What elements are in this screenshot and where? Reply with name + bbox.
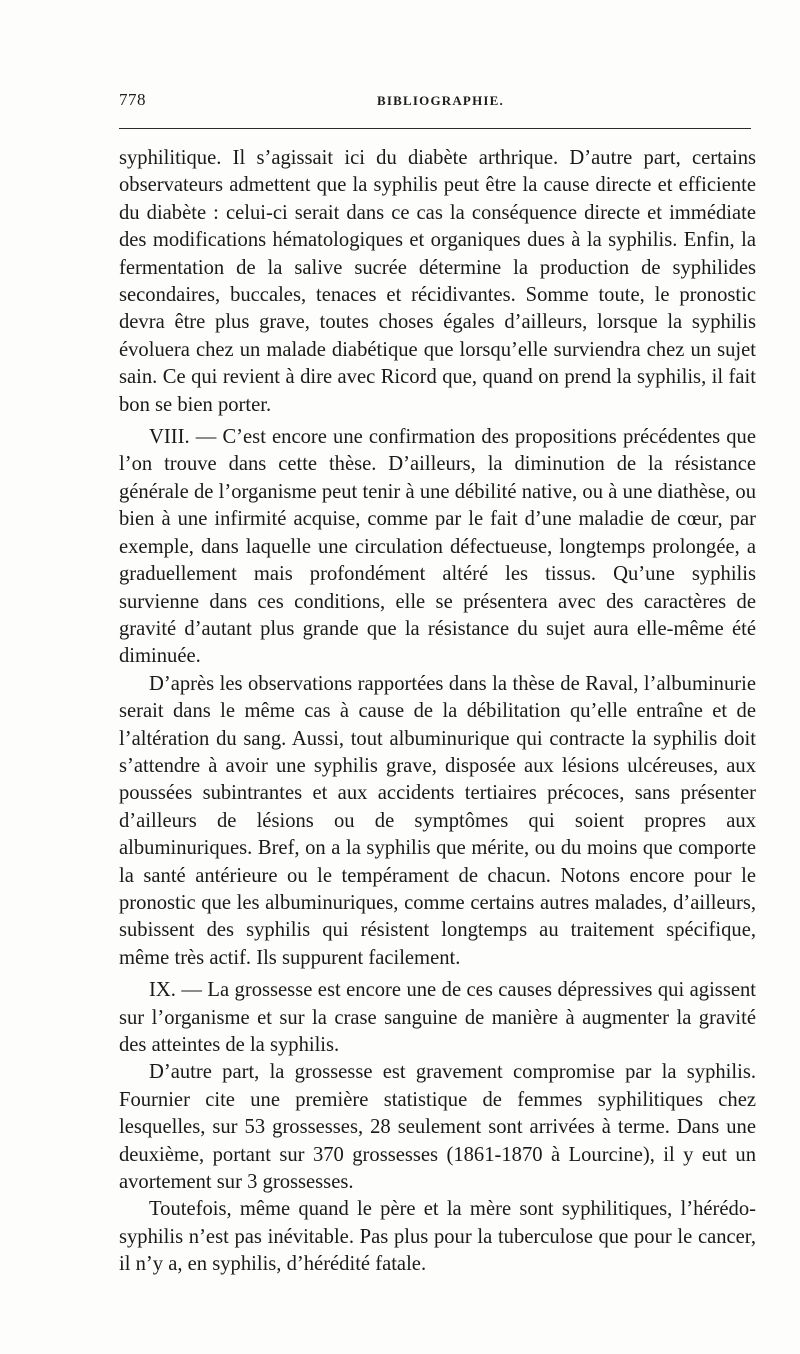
- page-number: 778: [119, 90, 146, 109]
- page-header: [119, 90, 751, 114]
- paragraph-section-ix: IX. — La grossesse est encore une de ces causes dépressives qui agissent sur l’organisme et sur la crase sanguine de manière à augmenter la gravité des atteintes de la syphilis.: [119, 979, 756, 1056]
- paragraph-diabetes-continued: syphilitique. Il s’agissait ici du diabète arthrique. D’autre part, certains observateurs admettent que la syphilis peut être la cause directe et efficiente du diabète : celui-ci serait dans ce cas la conséquence directe et immédiate des modifications hématologiques et organiques dues à la syphilis. Enfin, la fermentation de la salive sucrée détermine la production de syphilides secondaires, buccales, tenaces et récidivantes. Somme toute, le pronostic devra être plus grave, toutes choses égales d’ailleurs, lorsque la syphilis évoluera chez un malade diabétique que lorsqu’elle surviendra chez un sujet sain. Ce qui revient à dire avec Ricord que, quand on prend la syphilis, il fait bon se bien porter.: [119, 147, 756, 416]
- body-text: [119, 145, 756, 1279]
- paragraph-section-viii: VIII. — C’est encore une confirmation des propositions précédentes que l’on trouve dans cette thèse. D’ailleurs, la diminution de la résistance générale de l’organisme peut tenir à une débilité native, ou à une diathèse, ou bien à une infirmité acquise, comme par le fait d’une maladie de cœur, par exemple, dans laquelle une circulation défectueuse, longtemps prolongée, a graduellement mais profondément altéré les tissus. Qu’une syphilis survienne dans ces conditions, elle se présentera avec des caractères de gravité d’autant plus grande que la résistance du sujet aura elle-même été diminuée.: [119, 426, 756, 668]
- paragraph-heredity: Toutefois, même quand le père et la mère sont syphilitiques, l’hérédo-syphilis n’est pas inévitable. Pas plus pour la tuberculose que pour le cancer, il n’y a, en syphilis, d’hérédité fatale.: [119, 1198, 756, 1276]
- paragraph-pregnancy-statistics: D’autre part, la grossesse est gravement compromise par la syphilis. Fournier cite une première statistique de femmes syphilitiques chez lesquelles, sur 53 grossesses, 28 seulement sont arrivées à terme. Dans une deuxième, portant sur 370 grossesses (1861-1870 à Lourcine), il y eut un avortement sur 3 grossesses.: [119, 1061, 756, 1194]
- paragraph-albuminuria: D’après les observations rapportées dans la thèse de Raval, l’albuminurie serait dans le même cas à cause de la débilitation qu’elle entraîne et de l’altération du sang. Aussi, tout albuminurique qui contracte la syphilis doit s’attendre à avoir une syphilis grave, disposée aux lésions ulcéreuses, aux poussées subintrantes et aux accidents tertiaires précoces, sans présenter d’ailleurs de lésions ou de symptômes qui soient propres aux albuminuriques. Bref, on a la syphilis que mérite, ou du moins que comporte la santé antérieure ou le tempérament de chacun. Notons encore pour le pronostic que les albuminuriques, comme certains autres malades, d’ailleurs, subissent des syphilis qui résistent longtemps au traitement spécifique, même très actif. Ils suppurent facilement.: [119, 672, 756, 969]
- running-title: BIBLIOGRAPHIE.: [377, 93, 504, 108]
- header-rule: [119, 128, 751, 129]
